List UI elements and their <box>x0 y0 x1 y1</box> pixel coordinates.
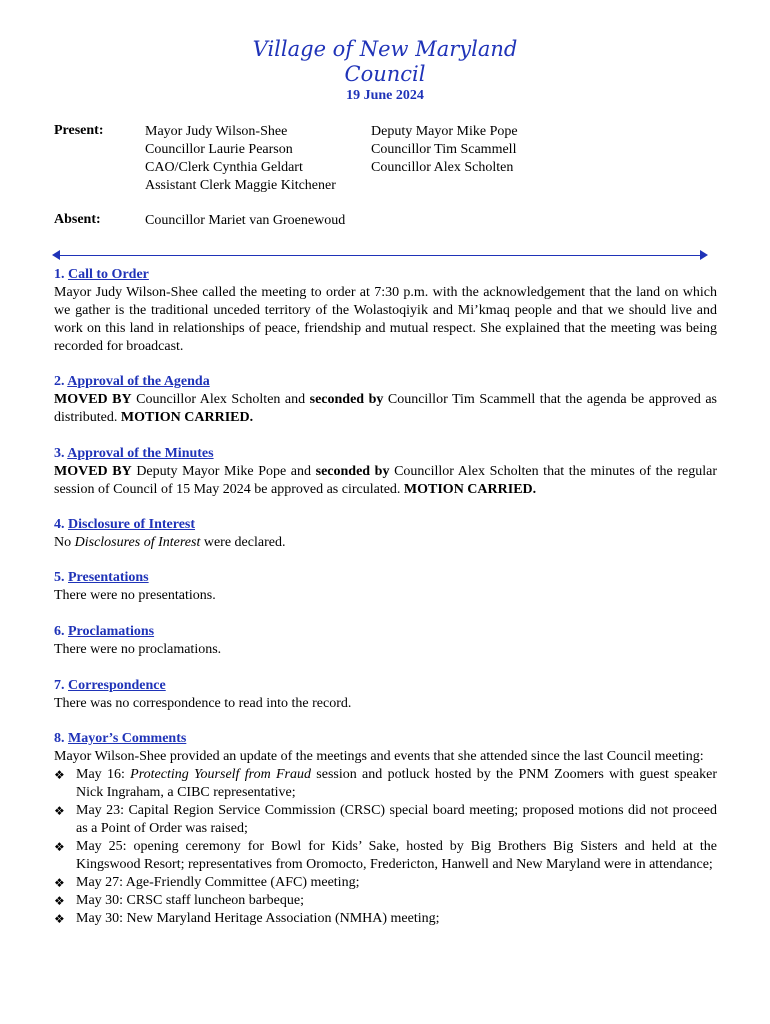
list-item: ❖ May 16: Protecting Yourself from Fraud session and potluck hosted by the PNM Zoomers with guest speaker Nick Ingraham, a CIBC representative; <box>54 767 717 800</box>
section-heading: 8. Mayor’s Comments <box>54 731 187 746</box>
list-item: ❖ May 25: opening ceremony for Bowl for Kids’ Sake, hosted by Big Brothers Big Sisters and held at the Kingswood Resort; representatives from Oromocto, Fredericton, Hanwell and New Maryland were in attendance; <box>54 839 717 872</box>
section-heading: 5. Presentations <box>54 570 149 585</box>
present-list-left <box>145 123 336 195</box>
section-presentations <box>54 569 717 605</box>
attendee: Councillor Mariet van Groenewoud <box>145 213 346 228</box>
diamond-bullet-icon: ❖ <box>54 768 65 782</box>
present-label: Present: <box>54 123 104 138</box>
section-body: Mayor Wilson-Shee provided an update of the meetings and events that she attended since the last Council meeting: <box>54 749 704 764</box>
section-heading: 1. Call to Order <box>54 267 149 282</box>
section-heading: 7. Correspondence <box>54 678 166 693</box>
section-heading-link[interactable]: Proclamations <box>68 624 155 639</box>
section-heading-link[interactable]: Presentations <box>68 570 149 585</box>
section-heading: 2. Approval of the Agenda <box>54 374 210 389</box>
section-heading-link[interactable]: Correspondence <box>68 678 166 693</box>
section-approval-agenda <box>54 373 717 427</box>
section-heading-link[interactable]: Call to Order <box>68 267 149 282</box>
bullet-list <box>54 766 717 928</box>
attendee: Mayor Judy Wilson-Shee <box>145 124 288 139</box>
attendee: Councillor Tim Scammell <box>371 142 517 157</box>
diamond-bullet-icon: ❖ <box>54 876 65 890</box>
diamond-bullet-icon: ❖ <box>54 894 65 908</box>
section-heading-link[interactable]: Approval of the Minutes <box>67 446 214 461</box>
list-item: ❖ May 23: Capital Region Service Commission (CRSC) special board meeting; proposed motions did not proceed as a Point of Order was raised; <box>54 803 717 836</box>
section-heading-link[interactable]: Mayor’s Comments <box>68 731 187 746</box>
diamond-bullet-icon: ❖ <box>54 840 65 854</box>
attendee: Councillor Laurie Pearson <box>145 142 293 157</box>
section-heading: 3. Approval of the Minutes <box>54 446 214 461</box>
attendee: Deputy Mayor Mike Pope <box>371 124 518 139</box>
section-mayors-comments <box>54 730 717 928</box>
meeting-date: 19 June 2024 <box>346 88 424 103</box>
present-list-right <box>371 123 518 177</box>
attendee: Assistant Clerk Maggie Kitchener <box>145 178 336 193</box>
document-title: Village of New Maryland <box>252 37 518 61</box>
diamond-bullet-icon: ❖ <box>54 912 65 926</box>
section-correspondence <box>54 677 717 713</box>
absent-list <box>145 212 345 230</box>
section-body: There were no proclamations. <box>54 642 222 657</box>
section-disclosure <box>54 516 717 552</box>
section-body: There were no presentations. <box>54 588 216 603</box>
absent-label: Absent: <box>54 212 101 227</box>
section-call-to-order <box>54 266 717 356</box>
section-divider <box>56 255 706 256</box>
list-item: ❖ May 30: CRSC staff luncheon barbeque; <box>54 893 304 908</box>
section-body: MOVED BY Deputy Mayor Mike Pope and seconded by Councillor Alex Scholten that the minutes of the regular session of Council of 15 May 2024 be approved as circulated. MOTION CARRIED. <box>54 464 718 497</box>
attendee: Councillor Alex Scholten <box>371 160 514 175</box>
section-heading-link[interactable]: Approval of the Agenda <box>67 374 210 389</box>
section-heading: 4. Disclosure of Interest <box>54 517 196 532</box>
divider-arrow-right <box>700 250 708 260</box>
diamond-bullet-icon: ❖ <box>54 804 65 818</box>
section-body: Mayor Judy Wilson-Shee called the meeting to order at 7:30 p.m. with the acknowledgement that the land on which we gather is the traditional unceded territory of the Wolastoqiyik and Mi’kmaq people and that we should live and work on this land in relationships of peace, friendship and mutual respect. She explained that the meeting was being recorded for broadcast. <box>54 285 717 354</box>
section-proclamations <box>54 623 717 659</box>
attendee: CAO/Clerk Cynthia Geldart <box>145 160 303 175</box>
section-approval-minutes <box>54 445 717 499</box>
section-heading: 6. Proclamations <box>54 624 155 639</box>
section-body: MOVED BY Councillor Alex Scholten and seconded by Councillor Tim Scammell that the agenda be approved as distributed. MOTION CARRIED. <box>54 392 717 425</box>
section-body: There was no correspondence to read into the record. <box>54 696 352 711</box>
list-item: ❖ May 30: New Maryland Heritage Association (NMHA) meeting; <box>54 911 440 926</box>
section-heading-link[interactable]: Disclosure of Interest <box>68 517 196 532</box>
section-body: No Disclosures of Interest were declared. <box>54 535 286 550</box>
list-item: ❖ May 27: Age-Friendly Committee (AFC) meeting; <box>54 875 360 890</box>
document-subtitle: Council <box>344 62 426 86</box>
